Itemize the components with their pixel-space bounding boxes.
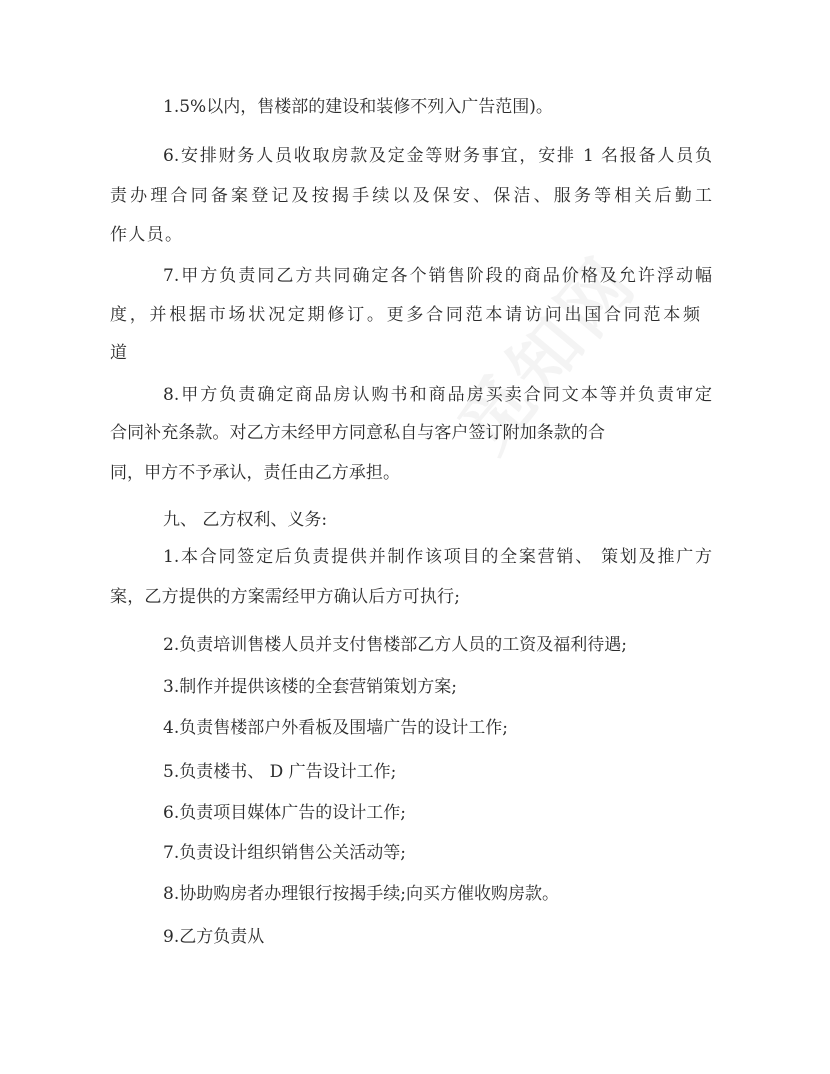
paragraph-line: 1.5%以内，售楼部的建设和装修不列入广告范围)。	[163, 97, 553, 117]
paragraph-line: 合同补充条款。对乙方未经甲方同意私自与客户签订附加条款的合	[110, 423, 605, 443]
paragraph-line: 责办理合同备案登记及按揭手续以及保安、保洁、服务等相关后勤工	[110, 186, 712, 206]
paragraph-line: 道	[110, 343, 127, 363]
paragraph-line: 6.安排财务人员收取房款及定金等财务事宜，安排 1 名报备人员负	[163, 146, 712, 166]
paragraph-line: 6.负责项目媒体广告的设计工作;	[163, 803, 406, 823]
paragraph-line: 1.本合同签定后负责提供并制作该项目的全案营销、 策划及推广方	[163, 547, 712, 567]
paragraph-line: 8.协助购房者办理银行按揭手续;向买方催收购房款。	[163, 884, 559, 904]
paragraph-line: 7.甲方负责同乙方共同确定各个销售阶段的商品价格及允许浮动幅	[163, 266, 712, 286]
paragraph-line: 作人员。	[110, 225, 182, 245]
paragraph-line: 8.甲方负责确定商品房认购书和商品房买卖合同文本等并负责审定	[163, 385, 712, 405]
paragraph-line: 9.乙方负责从	[163, 927, 265, 947]
paragraph-line: 案，乙方提供的方案需经甲方确认后方可执行;	[110, 587, 460, 607]
paragraph-line: 同，甲方不予承认，责任由乙方承担。	[110, 463, 400, 483]
paragraph-line: 3.制作并提供该楼的全套营销策划方案;	[163, 677, 457, 697]
paragraph-line: 5.负责楼书、 D 广告设计工作;	[163, 762, 397, 782]
paragraph-line: 2.负责培训售楼人员并支付售楼部乙方人员的工资及福利待遇;	[163, 635, 627, 655]
paragraph-line: 4.负责售楼部户外看板及围墙广告的设计工作;	[163, 718, 508, 738]
paragraph-line: 7.负责设计组织销售公关活动等;	[163, 843, 406, 863]
paragraph-line: 度，并根据市场状况定期修订。更多合同范本请访问出国合同范本频	[110, 305, 700, 325]
section-heading: 九、 乙方权利、义务:	[163, 510, 328, 530]
